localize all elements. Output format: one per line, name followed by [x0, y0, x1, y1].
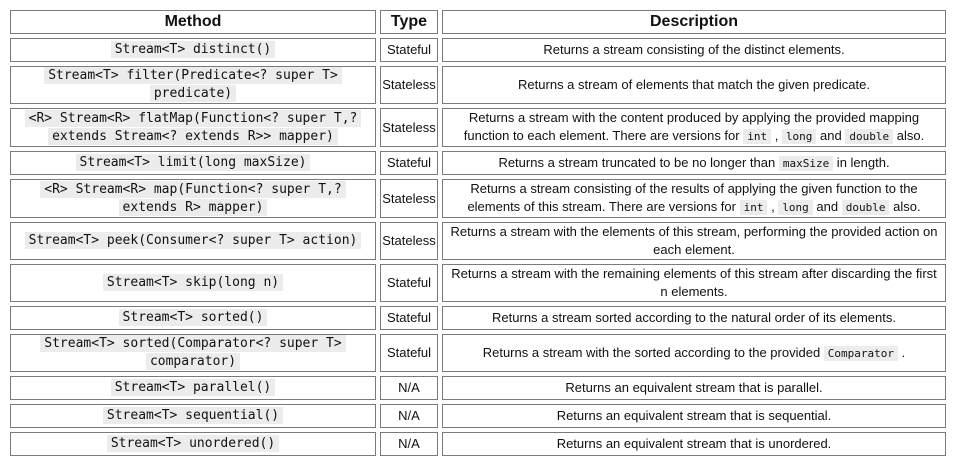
description-text: Returns an equivalent stream that is unordered. [556, 436, 832, 451]
method-cell [10, 376, 376, 400]
type-cell: Stateless [380, 222, 438, 260]
description-text: Returns a stream consisting of the distinct elements. [543, 42, 845, 57]
description-text: and [816, 128, 846, 143]
method-cell [10, 66, 376, 104]
method-cell [10, 432, 376, 456]
description-cell [442, 108, 946, 147]
table-row [10, 38, 946, 62]
description-text: Returns an equivalent stream that is sequential. [556, 408, 832, 423]
inline-code: long [782, 129, 817, 144]
inline-code: maxSize [779, 156, 833, 171]
inline-code: double [845, 129, 893, 144]
method-cell [10, 108, 376, 147]
description-cell [442, 404, 946, 428]
description-text: also. [889, 199, 921, 214]
header-method: Method [10, 10, 376, 34]
header-type: Type [380, 10, 438, 34]
description-cell [442, 151, 946, 175]
description-text: Returns a stream with the elements of this stream, performing the provided action on each element. [450, 224, 938, 257]
method-signature: <R> Stream<R> map(Function<? super T,? extends R> mapper) [40, 181, 345, 216]
type-cell: Stateless [380, 179, 438, 218]
method-signature: Stream<T> skip(long n) [103, 274, 283, 291]
table-row [10, 306, 946, 330]
inline-code: int [740, 200, 768, 215]
description-text: in length. [833, 154, 890, 170]
method-cell [10, 334, 376, 372]
stream-methods-table [6, 6, 950, 460]
description-cell [442, 264, 946, 302]
method-signature: Stream<T> sorted() [119, 309, 268, 326]
table-row [10, 376, 946, 400]
type-cell: N/A [380, 376, 438, 400]
method-signature: Stream<T> distinct() [111, 41, 276, 58]
method-signature: Stream<T> peek(Consumer<? super T> action) [25, 232, 362, 249]
method-cell [10, 151, 376, 175]
description-text: Returns a stream with the sorted according to the provided [482, 344, 824, 360]
description-text: Returns a stream of elements that match the given predicate. [518, 77, 870, 92]
method-signature: Stream<T> unordered() [107, 435, 279, 452]
table-row [10, 432, 946, 456]
method-cell [10, 264, 376, 302]
description-cell [442, 376, 946, 400]
table-row [10, 222, 946, 260]
table-row [10, 108, 946, 147]
method-signature: Stream<T> filter(Predicate<? super T> predicate) [44, 67, 342, 102]
method-signature: Stream<T> parallel() [111, 379, 276, 396]
inline-code: Comparator [824, 346, 898, 361]
inline-code: double [842, 200, 890, 215]
description-cell [442, 222, 946, 260]
method-cell [10, 306, 376, 330]
type-cell: N/A [380, 404, 438, 428]
method-cell [10, 179, 376, 218]
table-row [10, 264, 946, 302]
description-text: , [767, 199, 779, 214]
header-description: Description [442, 10, 946, 34]
description-text: and [812, 199, 842, 214]
description-cell [442, 432, 946, 456]
description-text: . [898, 344, 906, 360]
table-row [10, 334, 946, 372]
type-cell: Stateless [380, 108, 438, 147]
table-row [10, 404, 946, 428]
description-text: also. [893, 128, 925, 143]
method-signature: <R> Stream<R> flatMap(Function<? super T,? extends Stream<? extends R>> mapper) [25, 110, 362, 145]
table-row [10, 151, 946, 175]
table-row [10, 66, 946, 104]
inline-code: int [743, 129, 771, 144]
description-cell [442, 66, 946, 104]
type-cell: Stateless [380, 66, 438, 104]
method-signature: Stream<T> sorted(Comparator<? super T> comparator) [40, 335, 345, 370]
method-cell [10, 38, 376, 62]
type-cell: Stateful [380, 38, 438, 62]
header-row [10, 10, 946, 34]
type-cell: Stateful [380, 264, 438, 302]
description-text: Returns an equivalent stream that is parallel. [565, 380, 823, 395]
description-text: Returns a stream sorted according to the natural order of its elements. [492, 310, 896, 325]
method-signature: Stream<T> limit(long maxSize) [76, 154, 311, 171]
type-cell: Stateful [380, 306, 438, 330]
type-cell: Stateful [380, 151, 438, 175]
description-cell [442, 334, 946, 372]
description-text: , [771, 128, 782, 143]
type-cell: Stateful [380, 334, 438, 372]
inline-code: long [778, 200, 813, 215]
method-signature: Stream<T> sequential() [103, 407, 283, 424]
description-text: Returns a stream with the remaining elements of this stream after discarding the first n elements. [451, 266, 937, 299]
description-cell [442, 179, 946, 218]
description-text: Returns a stream consisting of the results of applying the given function to the elements of this stream. There are versions for [467, 181, 918, 214]
description-text: Returns a stream with the content produced by applying the provided mapping function to each element. There are versions for [463, 110, 920, 143]
table-row [10, 179, 946, 218]
description-cell [442, 306, 946, 330]
method-cell [10, 222, 376, 260]
description-cell [442, 38, 946, 62]
method-cell [10, 404, 376, 428]
description-text: Returns a stream truncated to be no longer than [498, 154, 779, 170]
type-cell: N/A [380, 432, 438, 456]
